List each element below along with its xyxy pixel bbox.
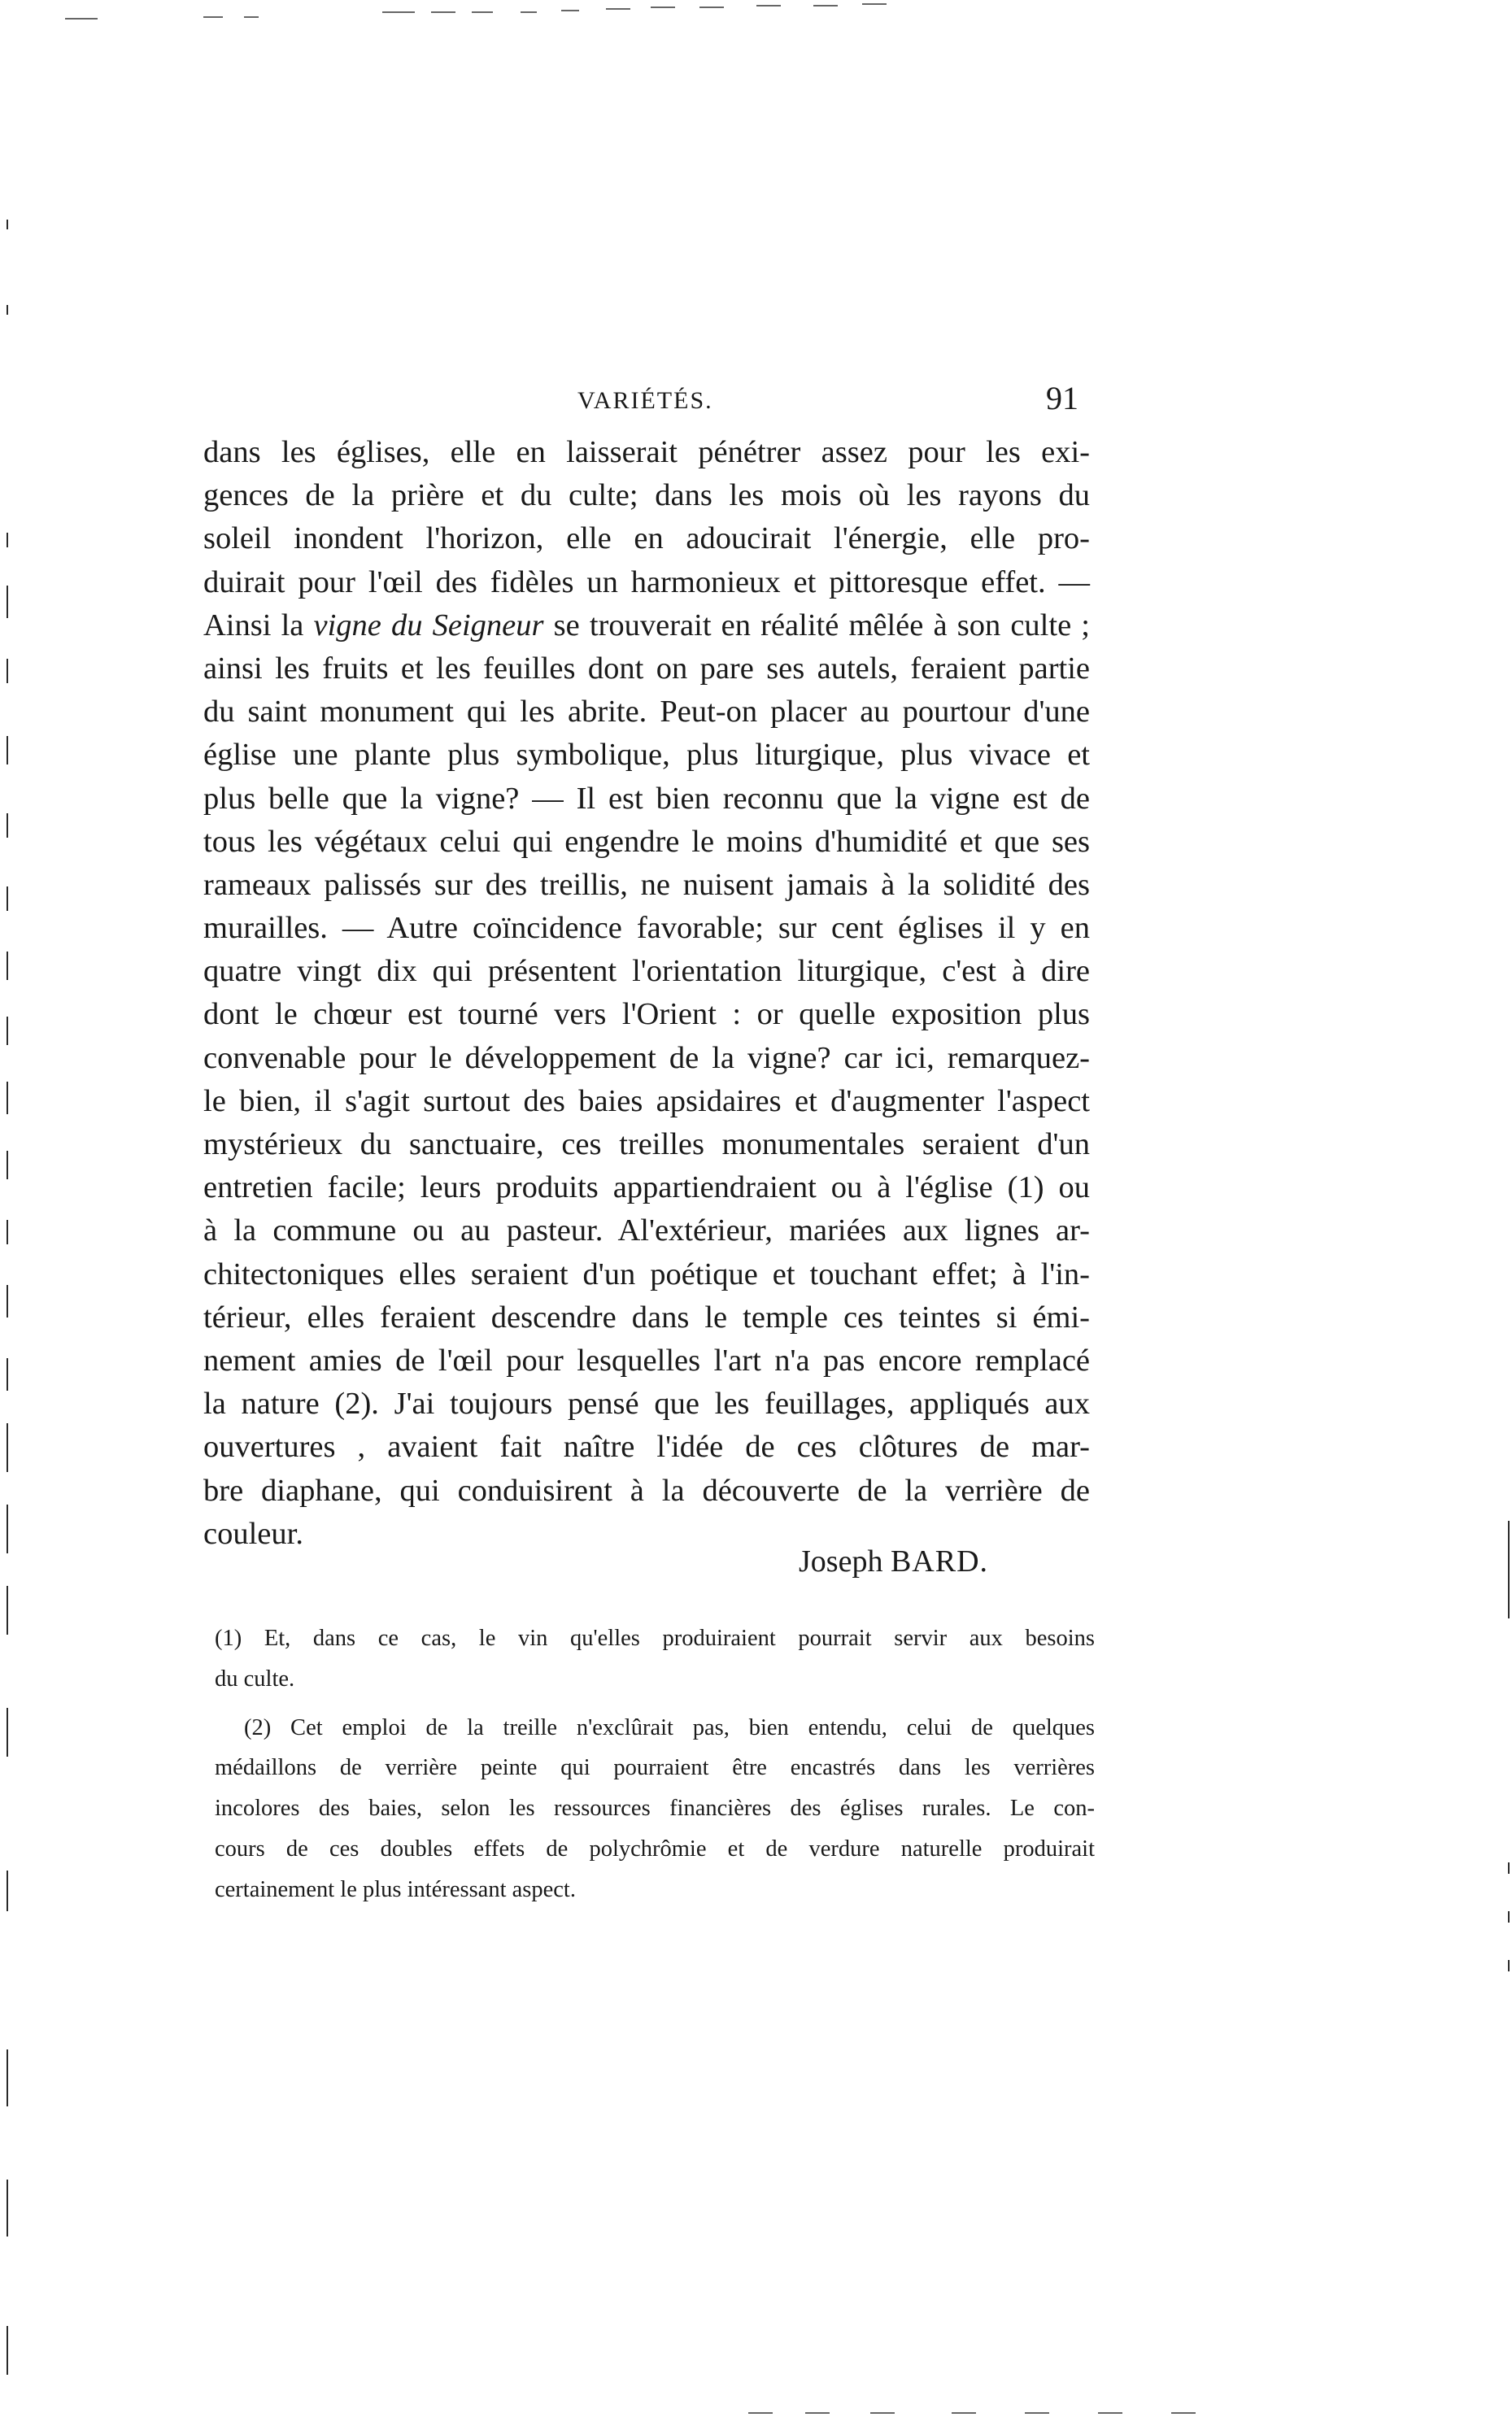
italic-phrase: vigne du Seigneur bbox=[313, 608, 544, 642]
scan-mark bbox=[244, 16, 259, 18]
scan-mark bbox=[7, 736, 8, 764]
text-line: mystérieux du sanctuaire, ces treilles monumentales seraient d'un bbox=[203, 1127, 1090, 1161]
text-line: soleil inondent l'horizon, elle en adoucirait l'énergie, elle pro- bbox=[203, 521, 1090, 556]
scan-mark bbox=[7, 533, 8, 547]
scan-mark bbox=[7, 813, 8, 838]
scan-mark bbox=[7, 2326, 8, 2375]
text-line: la nature (2). J'ai toujours pensé que les feuillages, appliqués aux bbox=[203, 1387, 1090, 1422]
author-last-name: BARD. bbox=[890, 1544, 989, 1579]
text-line: convenable pour le développement de la vigne? car ici, remarquez- bbox=[203, 1040, 1090, 1075]
scan-mark bbox=[472, 11, 493, 13]
scan-mark bbox=[7, 1017, 8, 1045]
text-line: bre diaphane, qui conduisirent à la découverte de la verrière de bbox=[203, 1473, 1090, 1508]
text-line: quatre vingt dix qui présentent l'orientation liturgique, c'est à dire bbox=[203, 954, 1090, 989]
scan-mark bbox=[431, 11, 455, 13]
text-line: plus belle que la vigne? — Il est bien reconnu que la vigne est de bbox=[203, 781, 1090, 816]
text-line: tous les végétaux celui qui engendre le moins d'humidité et que ses bbox=[203, 824, 1090, 859]
text-line: entretien facile; leurs produits appartiendraient ou à l'église (1) ou bbox=[203, 1170, 1090, 1205]
author-first-name: Joseph bbox=[799, 1544, 883, 1579]
text-line: chitectoniques elles seraient d'un poétique et touchant effet; à l'in- bbox=[203, 1257, 1090, 1291]
text-line: térieur, elles feraient descendre dans le temple ces teintes si émi- bbox=[203, 1300, 1090, 1335]
text-line: le bien, il s'agit surtout des baies apsidaires et d'augmenter l'aspect bbox=[203, 1083, 1090, 1118]
scan-mark bbox=[699, 7, 724, 8]
scan-mark bbox=[952, 2412, 976, 2414]
footnote-2-line: incolores des baies, selon les ressources financières des églises rurales. Le con- bbox=[215, 1796, 1095, 1822]
scan-mark bbox=[1508, 1960, 1510, 1971]
scan-mark bbox=[521, 11, 537, 13]
scan-mark bbox=[1171, 2412, 1196, 2414]
scan-mark bbox=[7, 1505, 8, 1553]
footnote-2-line: (2) Cet emploi de la treille n'exclûrait pas, bien entendu, celui de quelques bbox=[244, 1714, 1095, 1740]
text-line: à la commune ou au pasteur. Al'extérieur, mariées aux lignes ar- bbox=[203, 1213, 1090, 1248]
scan-mark bbox=[561, 10, 579, 11]
text-line: rameaux palissés sur des treillis, ne nuisent jamais à la solidité des bbox=[203, 867, 1090, 902]
text-line: nement amies de l'œil pour lesquelles l'art n'a pas encore remplacé bbox=[203, 1343, 1090, 1378]
scan-mark bbox=[756, 5, 781, 7]
text-line: couleur. bbox=[203, 1516, 303, 1551]
scan-mark bbox=[1098, 2412, 1122, 2414]
scan-mark bbox=[7, 220, 8, 229]
text-line: gences de la prière et du culte; dans les mois où les rayons du bbox=[203, 478, 1090, 513]
page-number: 91 bbox=[1046, 380, 1078, 416]
running-head bbox=[203, 379, 1078, 428]
scan-mark bbox=[1025, 2412, 1049, 2414]
scan-mark bbox=[7, 2180, 8, 2237]
scan-mark bbox=[7, 1358, 8, 1391]
scan-mark bbox=[7, 1871, 8, 1911]
text-line: ainsi les fruits et les feuilles dont on pare ses autels, feraient partie bbox=[203, 651, 1090, 686]
scan-mark bbox=[651, 7, 675, 8]
scan-mark bbox=[748, 2412, 773, 2414]
text-line: ouvertures , avaient fait naître l'idée de ces clôtures de mar- bbox=[203, 1430, 1090, 1465]
scan-mark bbox=[65, 18, 98, 20]
text-line: du saint monument qui les abrite. Peut-on placer au pourtour d'une bbox=[203, 695, 1090, 730]
text-line: dont le chœur est tourné vers l'Orient : or quelle exposition plus bbox=[203, 997, 1090, 1032]
text-line: duirait pour l'œil des fidèles un harmonieux et pittoresque effet. — bbox=[203, 564, 1090, 599]
text-line: église une plante plus symbolique, plus liturgique, plus vivace et bbox=[203, 738, 1090, 773]
scan-mark bbox=[1508, 1521, 1510, 1618]
body-paragraph bbox=[203, 431, 1090, 1556]
scan-mark bbox=[870, 2412, 895, 2414]
author-signature bbox=[799, 1544, 988, 1579]
footnote-2-line: cours de ces doubles effets de polychrômie et de verdure naturelle produirait bbox=[215, 1836, 1095, 1862]
scan-mark bbox=[7, 886, 8, 911]
footnote-2-line: certainement le plus intéressant aspect. bbox=[215, 1876, 576, 1902]
scan-mark bbox=[7, 1220, 8, 1244]
footnotes bbox=[215, 1618, 1095, 1910]
scan-mark bbox=[7, 2049, 8, 2106]
scan-mark bbox=[7, 1423, 8, 1472]
scan-mark bbox=[7, 659, 8, 683]
scan-mark bbox=[7, 1285, 8, 1318]
text-line: murailles. — Autre coïncidence favorable; sur cent églises il y en bbox=[203, 911, 1090, 946]
scan-mark bbox=[7, 1708, 8, 1757]
scan-mark bbox=[382, 11, 415, 13]
footnote-2-line: médaillons de verrière peinte qui pourraient être encastrés dans les verrières bbox=[215, 1755, 1095, 1781]
scan-mark bbox=[1508, 1862, 1510, 1874]
running-title: VARIÉTÉS. bbox=[577, 387, 713, 414]
footnote-1-line: du culte. bbox=[215, 1666, 295, 1692]
scan-mark bbox=[203, 16, 223, 18]
scan-mark bbox=[606, 8, 630, 10]
scan-mark bbox=[1508, 1911, 1510, 1923]
scan-mark bbox=[862, 3, 887, 5]
text-line: Ainsi la vigne du Seigneur se trouverait en réalité mêlée à son culte ; bbox=[203, 608, 1090, 642]
scan-mark bbox=[7, 305, 8, 315]
scan-mark bbox=[7, 952, 8, 980]
text-line: dans les églises, elle en laisserait pénétrer assez pour les exi- bbox=[203, 435, 1090, 469]
scan-mark bbox=[813, 5, 838, 7]
scan-mark bbox=[7, 586, 8, 618]
footnote-1-line: (1) Et, dans ce cas, le vin qu'elles produiraient pourrait servir aux besoins bbox=[215, 1626, 1095, 1651]
scan-mark bbox=[7, 1082, 8, 1114]
scan-mark bbox=[805, 2412, 830, 2414]
scan-mark bbox=[7, 1151, 8, 1179]
scan-mark bbox=[7, 1586, 8, 1635]
